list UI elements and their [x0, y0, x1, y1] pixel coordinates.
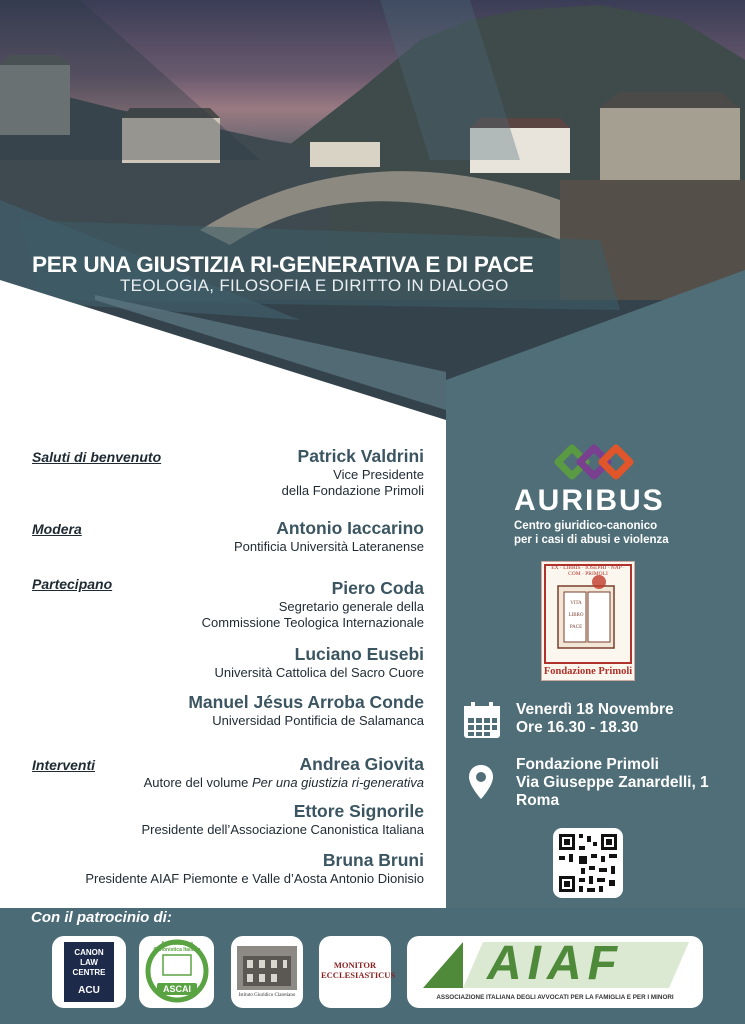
event-date: Venerdì 18 Novembre	[516, 701, 674, 718]
book-word: LIBRO	[568, 613, 584, 618]
aiaf-caption: ASSOCIAZIONE ITALIANA DEGLI AVVOCATI PER LA FAMIGLIA E PER I MINORI	[436, 994, 674, 1001]
auribus-subtitle-line: Centro giuridico-canonico	[514, 520, 658, 532]
venue-address: Via Giuseppe Zanardelli, 1	[516, 774, 709, 791]
calendar-icon	[462, 700, 502, 740]
speaker-luciano-eusebi	[24, 643, 424, 681]
speaker-name: Antonio Iaccarino	[276, 518, 424, 538]
speaker-name: Patrick Valdrini	[297, 446, 424, 466]
ex-libris-emblem	[541, 561, 635, 681]
ascai-logo	[139, 936, 214, 1008]
monitor-text	[321, 960, 396, 980]
speaker-name: Bruna Bruni	[322, 850, 424, 870]
auribus-chain-icon	[546, 440, 642, 484]
canon-law-line: CENTRE	[72, 968, 106, 977]
section-label-interventions: Interventi	[32, 757, 96, 773]
speaker-piero-coda	[24, 577, 424, 631]
monitor-ecclesiasticus-logo	[319, 936, 396, 1008]
ascai-ring-text: Associazione Canonistica Italiana	[153, 941, 201, 953]
auribus-subtitle	[514, 519, 669, 547]
location-pin-icon	[468, 764, 494, 800]
patronage-heading: Con il patrocinio di:	[31, 909, 172, 926]
speaker-role: Università Cattolica del Sacro Cuore	[214, 665, 424, 680]
speaker-name: Ettore Signorile	[293, 801, 424, 821]
book-word: PACE	[569, 625, 583, 630]
speaker-role	[24, 775, 424, 791]
speaker-patrick-valdrini	[24, 445, 424, 499]
acu-label: ACU	[78, 985, 100, 996]
aiaf-name: AIAF	[487, 937, 623, 990]
monitor-line: ECCLESIASTICUS	[321, 970, 396, 980]
auribus-subtitle-line: per i casi di abusi e violenza	[514, 534, 669, 546]
speaker-antonio-iaccarino	[24, 517, 424, 555]
speaker-role: Pontificia Università Lateranense	[233, 539, 424, 554]
qr-code[interactable]	[553, 828, 623, 898]
book-title: Per una giustizia ri-generativa	[252, 775, 424, 790]
speaker-manuel-arroba-conde	[24, 691, 424, 729]
speaker-name: Manuel Jésus Arroba Conde	[188, 692, 424, 712]
istituto-caption: Istituto Giuridico Claretiano	[238, 993, 296, 998]
monitor-line: MONITOR	[333, 960, 377, 970]
speaker-role: Universidad Pontificia de Salamanca	[212, 713, 424, 728]
speaker-role: Presidente AIAF Piemonte e Valle d’Aosta Antonio Dionisio	[85, 871, 424, 886]
speaker-role: della Fondazione Primoli	[281, 483, 424, 498]
auribus-wordmark: AURIBUS	[514, 484, 665, 517]
event-subtitle: TEOLOGIA, FILOSOFIA E DIRITTO IN DIALOGO	[120, 276, 509, 295]
speaker-name: Piero Coda	[331, 578, 424, 598]
speaker-andrea-giovita	[24, 753, 424, 791]
speaker-role: Vice Presidente	[333, 467, 424, 482]
venue-name: Fondazione Primoli	[516, 756, 659, 773]
speaker-role: Presidente dell’Associazione Canonistica Italiana	[141, 822, 424, 837]
speaker-role: Segretario generale della	[278, 599, 424, 614]
section-label-welcome: Saluti di benvenuto	[32, 449, 162, 465]
canon-law-centre-logo	[52, 936, 126, 1008]
book-word: VITA	[570, 601, 582, 606]
canon-law-line: CANON	[74, 948, 104, 957]
speaker-name: Andrea Giovita	[299, 754, 424, 774]
section-label-participants: Partecipano	[32, 576, 113, 592]
section-label-moderator: Modera	[32, 521, 82, 537]
speaker-name: Luciano Eusebi	[294, 644, 424, 664]
event-title: PER UNA GIUSTIZIA RI-GENERATIVA E DI PACE	[32, 252, 534, 277]
aiaf-logo	[407, 936, 703, 1008]
ex-libris-book-words	[566, 598, 586, 634]
speaker-role: Commissione Teologica Internazionale	[201, 615, 424, 630]
canon-law-block	[64, 942, 114, 1002]
venue-city: Roma	[516, 792, 560, 809]
speaker-ettore-signorile	[24, 800, 424, 838]
qr-code-icon	[553, 828, 623, 898]
role-prefix: Autore del volume	[143, 775, 253, 790]
ex-libris-motto: EX · LIBRIS · IOSEPHI · NAP · COM · PRIMOLI	[551, 565, 625, 577]
canon-law-line: LAW	[80, 958, 98, 967]
ascai-label: ASCAI	[162, 984, 191, 994]
ex-libris-book-icon	[542, 562, 634, 666]
canon-law-text	[64, 942, 114, 978]
event-time: Ore 16.30 - 18.30	[516, 719, 639, 736]
speaker-bruna-bruni	[24, 849, 424, 887]
building-photo-icon	[237, 946, 297, 990]
istituto-claretiano-logo	[231, 936, 303, 1008]
ex-libris-caption: Fondazione Primoli	[543, 666, 633, 677]
